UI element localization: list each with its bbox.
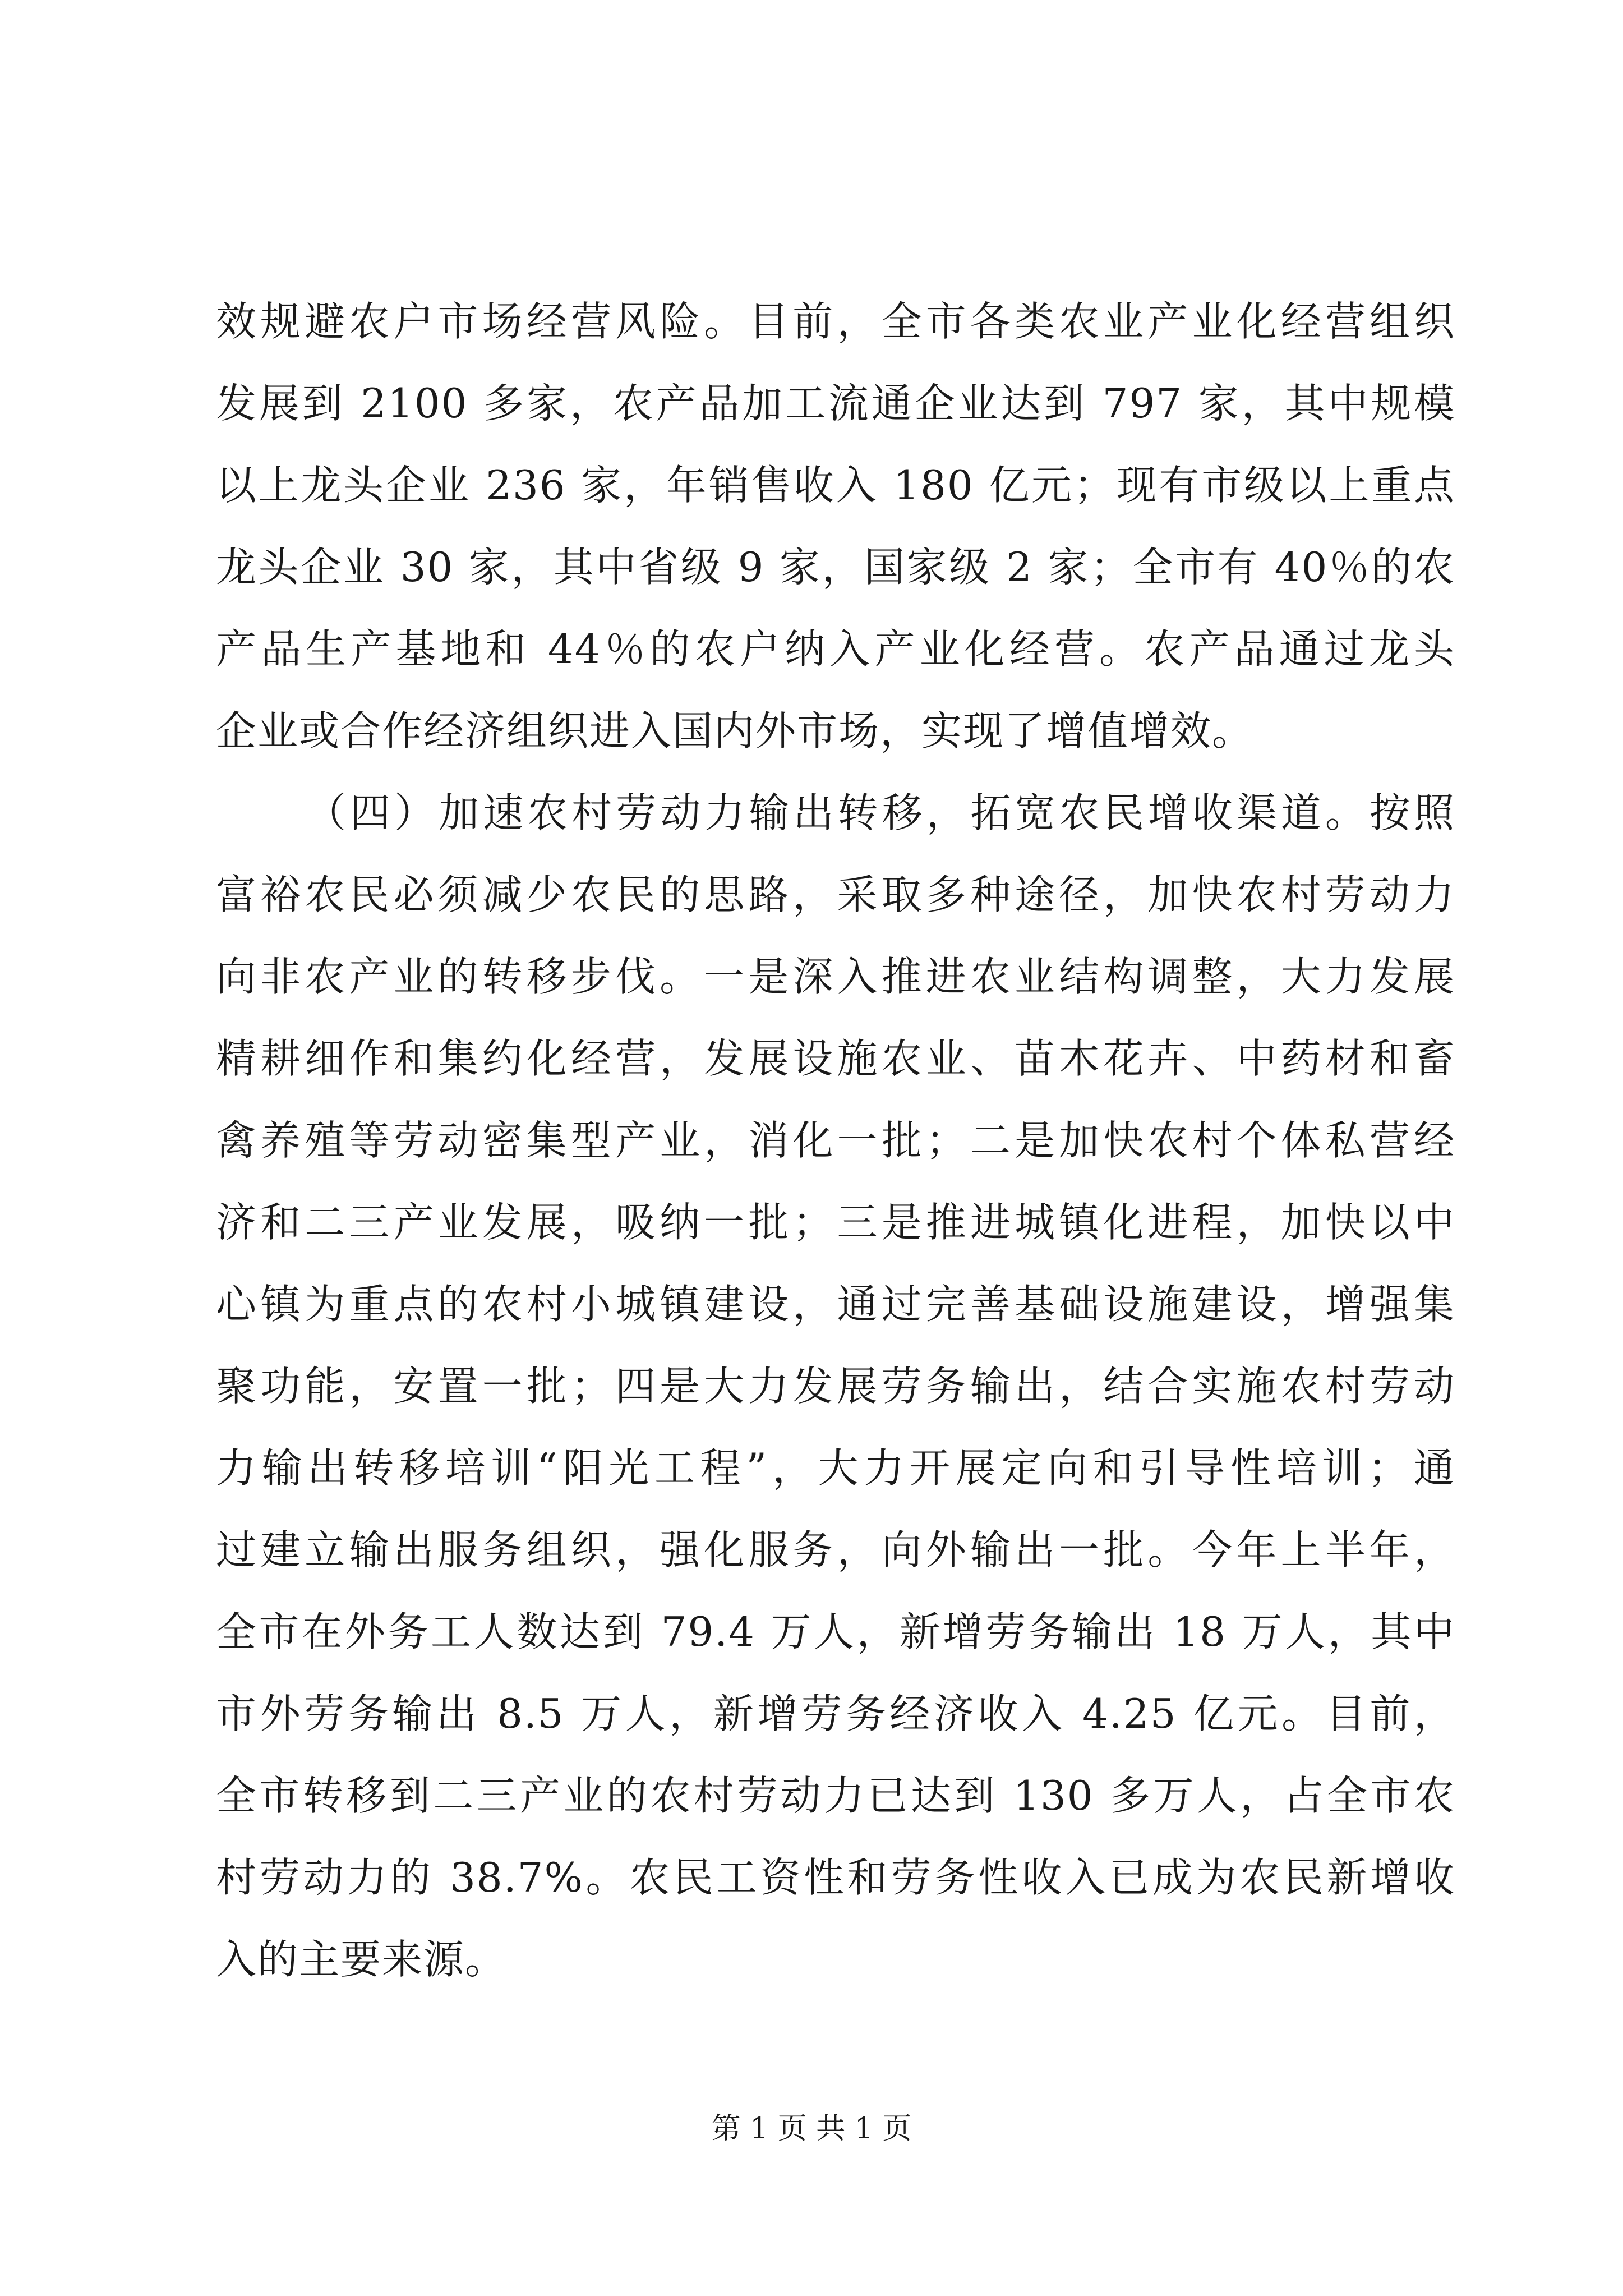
text-line: 全市转移到二三产业的农村劳动力已达到 130 多万人，占全市农 — [216, 1772, 1455, 1819]
text-line: 禽养殖等劳动密集型产业，消化一批；二是加快农村个体私营经 — [216, 1117, 1455, 1164]
text-line: 企业或合作经济组织进入国内外市场，实现了增值增效。 — [216, 707, 1254, 754]
text-line: 富裕农民必须减少农民的思路，采取多种途径，加快农村劳动力 — [216, 871, 1455, 918]
text-line: 龙头企业 30 家，其中省级 9 家，国家级 2 家；全市有 40％的农 — [216, 544, 1455, 591]
text-line: 向非农产业的转移步伐。一是深入推进农业结构调整，大力发展 — [216, 953, 1455, 1000]
paragraph-2 — [216, 772, 1455, 2000]
text-line: 市外劳务输出 8.5 万人，新增劳务经济收入 4.25 亿元。目前， — [216, 1690, 1455, 1737]
text-line: 村劳动力的 38.7%。农民工资性和劳务性收入已成为农民新增收 — [216, 1854, 1455, 1901]
text-line: （四）加速农村劳动力输出转移，拓宽农民增收渠道。按照 — [306, 789, 1455, 836]
text-line: 精耕细作和集约化经营，发展设施农业、苗木花卉、中药材和畜 — [216, 1035, 1455, 1082]
text-line: 以上龙头企业 236 家，年销售收入 180 亿元；现有市级以上重点 — [216, 462, 1455, 509]
text-line: 全市在外务工人数达到 79.4 万人，新增劳务输出 18 万人，其中 — [216, 1608, 1455, 1655]
text-line: 济和二三产业发展，吸纳一批；三是推进城镇化进程，加快以中 — [216, 1199, 1455, 1246]
paragraph-1 — [216, 280, 1455, 772]
text-line: 发展到 2100 多家，农产品加工流通企业达到 797 家，其中规模 — [216, 380, 1455, 427]
text-line: 效规避农户市场经营风险。目前，全市各类农业产业化经营组织 — [216, 298, 1455, 345]
text-line: 入的主要来源。 — [216, 1936, 507, 1983]
text-line: 心镇为重点的农村小城镇建设，通过完善基础设施建设，增强集 — [216, 1281, 1455, 1328]
text-line: 产品生产基地和 44％的农户纳入产业化经营。农产品通过龙头 — [216, 625, 1455, 673]
text-line: 力输出转移培训“阳光工程”，大力开展定向和引导性培训；通 — [216, 1444, 1455, 1492]
document-body — [216, 280, 1455, 2000]
text-line: 聚功能，安置一批；四是大力发展劳务输出，结合实施农村劳动 — [216, 1363, 1455, 1410]
text-line: 过建立输出服务组织，强化服务，向外输出一批。今年上半年， — [216, 1526, 1455, 1573]
page-number-footer: 第 1 页 共 1 页 — [711, 2112, 912, 2146]
